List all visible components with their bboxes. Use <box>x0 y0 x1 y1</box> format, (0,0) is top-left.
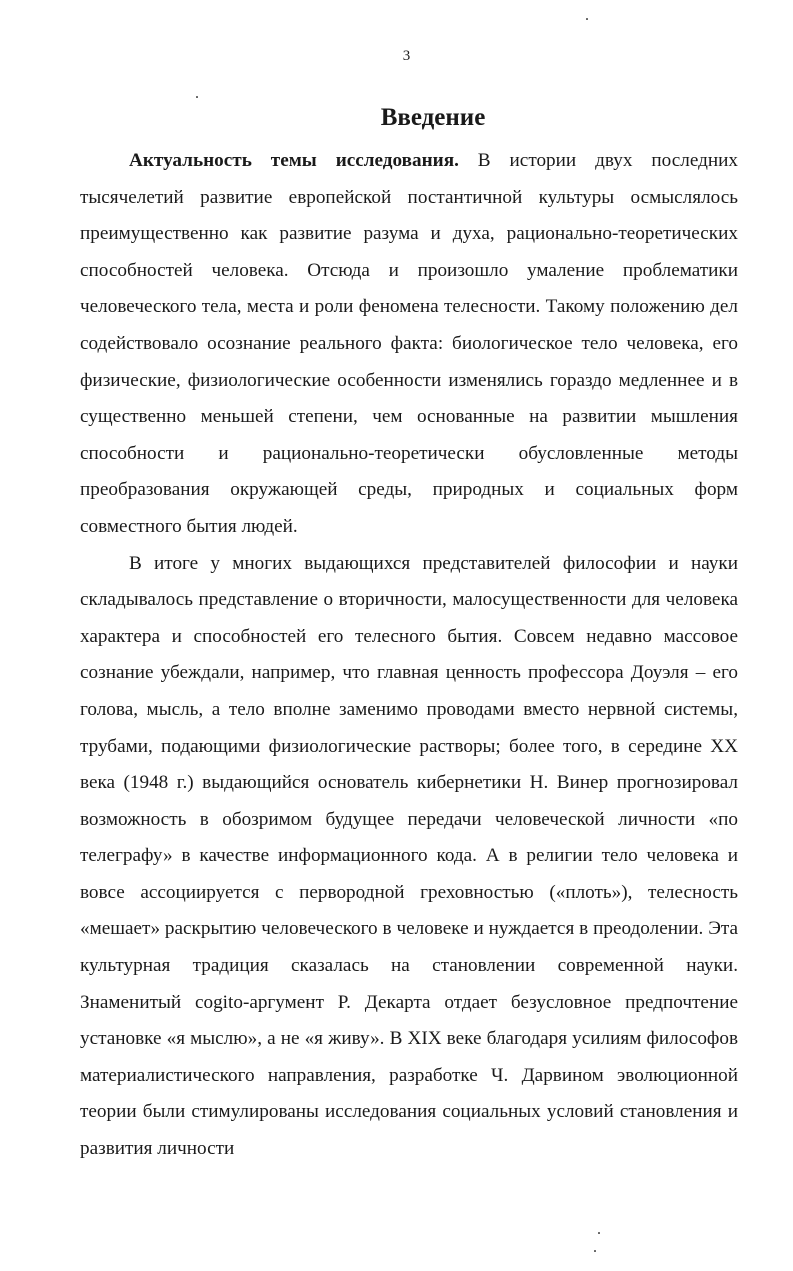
paragraph-text: В истории двух последних тысячелетий развитие европейской постантичной культуры осмыслялось преимущественно как развитие разума и духа, рационально-теоретических способностей человека. Отсюда и произошло умаление проблематики человеческого тела, места и роли феномена телесности. Такому положению дел содействовало осознание реального факта: биологическое тело человека, его физические, физиологические особенности изменялись гораздо медленнее и в существенно меньшей степени, чем основанные на развитии мышления способности и рационально-теоретически обусловленные методы преобразования окружающей среды, природных и социальных форм совместного бытия людей. <box>80 150 738 537</box>
paragraph-relevance <box>80 143 738 546</box>
page-number: 3 <box>402 48 411 64</box>
paragraph-conclusion <box>80 546 738 1168</box>
paragraph-lead-heading: Актуальность темы исследования. <box>129 150 459 171</box>
body-text <box>80 143 738 1168</box>
section-title: Введение <box>380 104 486 131</box>
paragraph-text: В итоге у многих выдающихся представителей философии и науки складывалось представление о вторичности, малосущественности для человека характера и способностей его телесного бытия. Совсем недавно массовое сознание убеждали, например, что главная ценность профессора Доуэля – его голова, мысль, а тело вполне заменимо проводами вместо нервной системы, трубами, подающими физиологические растворы; более того, в середине XX века (1948 г.) выдающийся основатель кибернетики Н. Винер прогнозировал возможность в обозримом будущее передачи человеческой личности «по телеграфу» в качестве информационного кода. А в религии тело человека и вовсе ассоциируется с первородной греховностью («плоть»), телесность «мешает» раскрытию человеческого в человеке и нуждается в преодолении. Эта культурная традиция сказалась на становлении современной науки. Знаменитый cogito-аргумент Р. Декарта отдает безусловное предпочтение установке «я мыслю», а не «я живу». В XIX веке благодаря усилиям философов материалистического направления, разработке Ч. Дарвином эволюционной теории были стимулированы исследования социальных условий становления и развития личности <box>80 552 738 1160</box>
